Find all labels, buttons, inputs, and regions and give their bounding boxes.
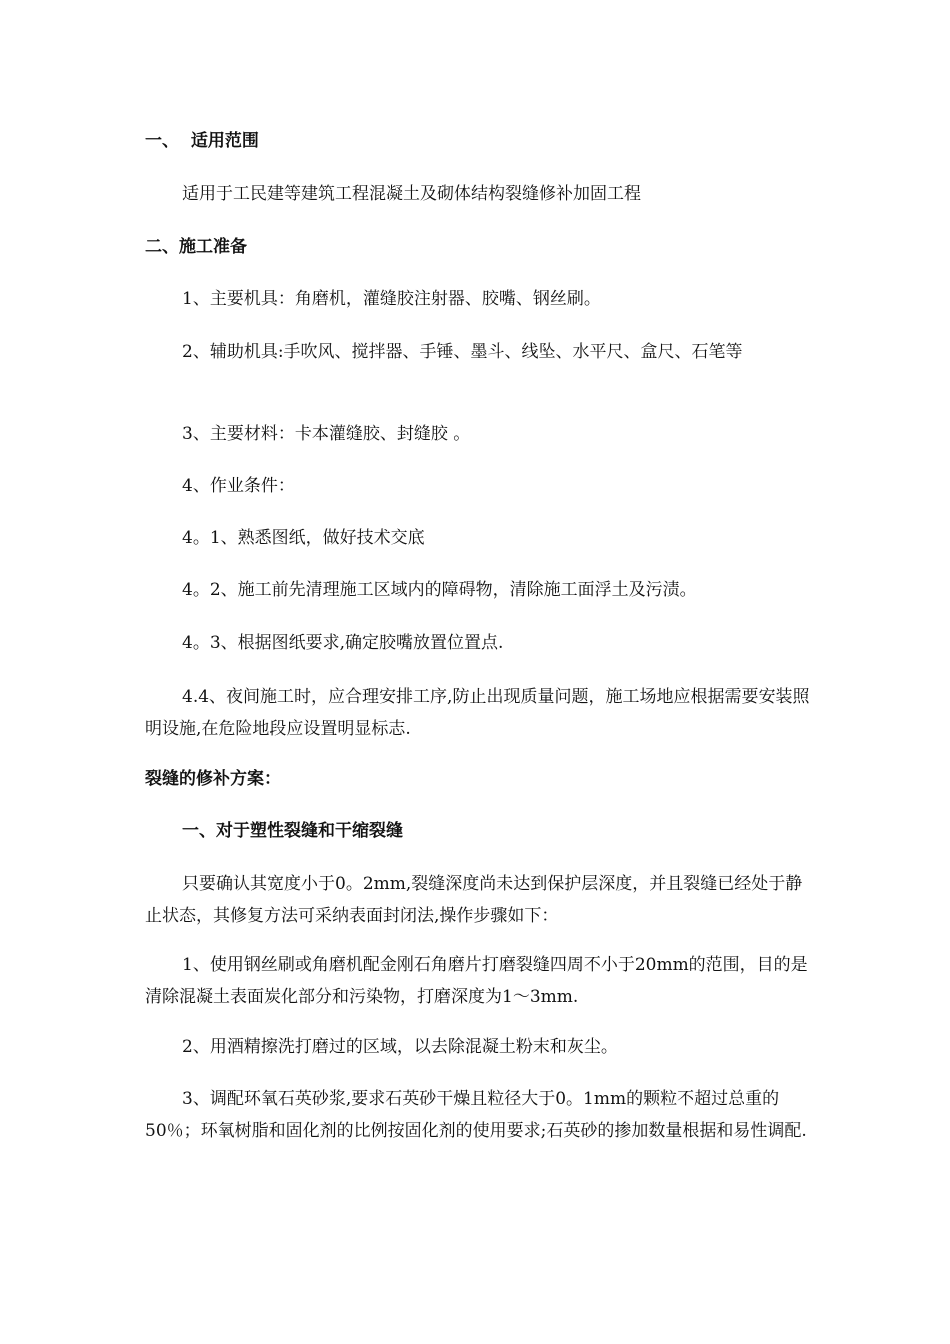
- repair-plan-heading: 裂缝的修补方案：: [145, 769, 281, 789]
- main-tools-paragraph: 1、主要机具：角磨机，灌缝胶注射器、胶嘴、钢丝刷。: [182, 289, 601, 309]
- section-heading-preparation: 二、施工准备: [145, 237, 247, 257]
- condition-4-2-paragraph: 4。2、施工前先清理施工区域内的障碍物，清除施工面浮土及污渍。: [182, 580, 697, 600]
- condition-4-1-paragraph: 4。1、熟悉图纸，做好技术交底: [182, 528, 425, 548]
- scope-paragraph: 适用于工民建等建筑工程混凝土及砌体结构裂缝修补加固工程: [182, 184, 641, 204]
- main-materials-paragraph: 3、主要材料：卡本灌缝胶、封缝胶 。: [182, 424, 471, 444]
- auxiliary-tools-paragraph: 2、辅助机具:手吹风、搅拌器、手锤、墨斗、线坠、水平尺、盒尺、石笔等: [182, 342, 743, 362]
- work-conditions-paragraph: 4、作业条件：: [182, 476, 295, 496]
- step-1-paragraph: 1、使用钢丝刷或角磨机配金刚石角磨片打磨裂缝四周不小于20mm的范围，目的是清除混凝土表面炭化部分和污染物，打磨深度为1～3mm.: [145, 955, 808, 1007]
- condition-4-4-paragraph: 4.4、夜间施工时，应合理安排工序,防止出现质量问题，施工场地应根据需要安装照明设施,在危险地段应设置明显标志.: [145, 687, 810, 739]
- plastic-shrinkage-crack-heading: 一、对于塑性裂缝和干缩裂缝: [182, 821, 403, 841]
- section-heading-scope: 一、 适用范围: [145, 131, 259, 151]
- surface-seal-intro-paragraph: 只要确认其宽度小于0。2mm,裂缝深度尚未达到保护层深度，并且裂缝已经处于静止状态，其修复方法可采纳表面封闭法,操作步骤如下：: [145, 874, 803, 926]
- step-2-paragraph: 2、用酒精擦洗打磨过的区域，以去除混凝土粉末和灰尘。: [182, 1037, 618, 1057]
- condition-4-3-paragraph: 4。3、根据图纸要求,确定胶嘴放置位置点.: [182, 633, 504, 653]
- step-3-paragraph: 3、调配环氧石英砂浆,要求石英砂干燥且粒径大于0。1mm的颗粒不超过总重的50％；环氧树脂和固化剂的比例按固化剂的使用要求;石英砂的掺加数量根据和易性调配.: [145, 1089, 807, 1141]
